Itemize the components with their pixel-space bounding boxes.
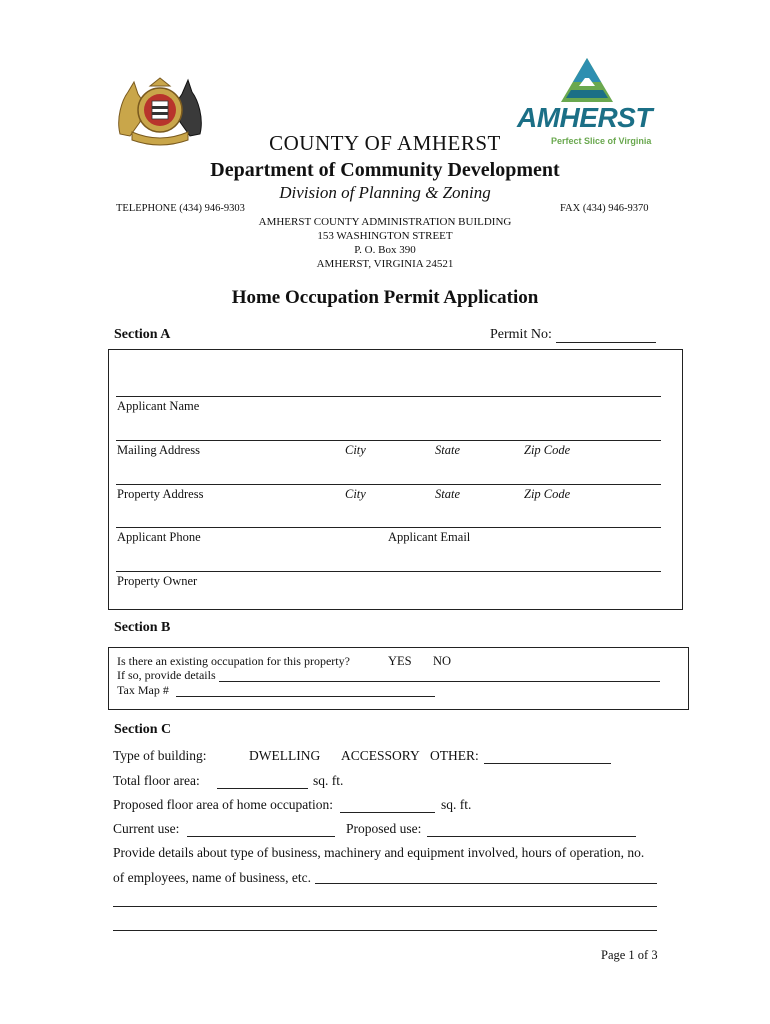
mailing-address-field[interactable] (116, 440, 661, 441)
logo-wordmark: AMHERST (517, 102, 652, 133)
property-owner-field[interactable] (116, 571, 661, 572)
details-field[interactable] (219, 681, 660, 682)
applicant-name-field[interactable] (116, 396, 661, 397)
tax-map-label: Tax Map # (117, 683, 169, 697)
yes-option[interactable]: YES (388, 654, 412, 668)
division-title: Division of Planning & Zoning (279, 183, 491, 202)
permit-no-label: Permit No: (490, 327, 552, 342)
mailing-address-label: Mailing Address (117, 443, 200, 457)
proposed-floor-unit: sq. ft. (441, 797, 472, 812)
business-details-line-1: Provide details about type of business, machinery and equipment involved, hours of operation, no. (113, 845, 645, 860)
mailing-zip-label: Zip Code (524, 443, 571, 457)
applicant-phone-label: Applicant Phone (117, 530, 201, 544)
proposed-use-label: Proposed use: (346, 821, 422, 836)
business-details-field-1[interactable] (315, 883, 657, 884)
other-field[interactable] (484, 763, 611, 764)
property-address-label: Property Address (117, 487, 204, 501)
proposed-use-field[interactable] (427, 836, 636, 837)
section-b-heading: Section B (114, 620, 171, 635)
section-c-heading: Section C (114, 722, 172, 737)
total-floor-unit: sq. ft. (313, 773, 344, 788)
address-line-2: 153 WASHINGTON STREET (317, 230, 453, 242)
total-floor-field[interactable] (217, 788, 308, 789)
other-option[interactable]: OTHER: (430, 748, 479, 763)
property-state-label: State (435, 487, 460, 501)
county-title: COUNTY OF AMHERST (269, 131, 501, 155)
business-details-field-2[interactable] (113, 906, 657, 907)
applicant-phone-field[interactable] (116, 527, 661, 528)
mailing-state-label: State (435, 443, 460, 457)
existing-occupation-question: Is there an existing occupation for this property? (117, 654, 350, 668)
proposed-floor-field[interactable] (340, 812, 435, 813)
property-address-field[interactable] (116, 484, 661, 485)
property-city-label: City (345, 487, 366, 501)
property-owner-label: Property Owner (117, 574, 198, 588)
fax: FAX (434) 946-9370 (560, 203, 649, 214)
current-use-field[interactable] (187, 836, 335, 837)
department-title: Department of Community Development (210, 159, 560, 181)
dwelling-option[interactable]: DWELLING (249, 748, 321, 763)
logo-tagline: Perfect Slice of Virginia (551, 136, 652, 146)
telephone: TELEPHONE (434) 946-9303 (116, 203, 245, 214)
property-zip-label: Zip Code (524, 487, 571, 501)
details-label: If so, provide details (117, 668, 216, 682)
current-use-label: Current use: (113, 821, 180, 836)
proposed-floor-label: Proposed floor area of home occupation: (113, 797, 334, 812)
mailing-city-label: City (345, 443, 366, 457)
applicant-name-label: Applicant Name (117, 399, 200, 413)
page-number: Page 1 of 3 (601, 948, 658, 962)
address-line-3: P. O. Box 390 (354, 244, 416, 256)
building-type-label: Type of building: (113, 748, 207, 763)
no-option[interactable]: NO (433, 654, 452, 668)
address-line-1: AMHERST COUNTY ADMINISTRATION BUILDING (258, 216, 512, 228)
business-details-line-2: of employees, name of business, etc. (113, 870, 311, 885)
business-details-field-3[interactable] (113, 930, 657, 931)
applicant-email-label: Applicant Email (388, 530, 471, 544)
address-line-4: AMHERST, VIRGINIA 24521 (316, 258, 454, 270)
accessory-option[interactable]: ACCESSORY (341, 748, 420, 763)
tax-map-field[interactable] (176, 696, 435, 697)
total-floor-label: Total floor area: (113, 773, 200, 788)
section-a-heading: Section A (114, 327, 171, 342)
form-title: Home Occupation Permit Application (231, 287, 539, 308)
permit-no-field[interactable] (556, 342, 656, 343)
